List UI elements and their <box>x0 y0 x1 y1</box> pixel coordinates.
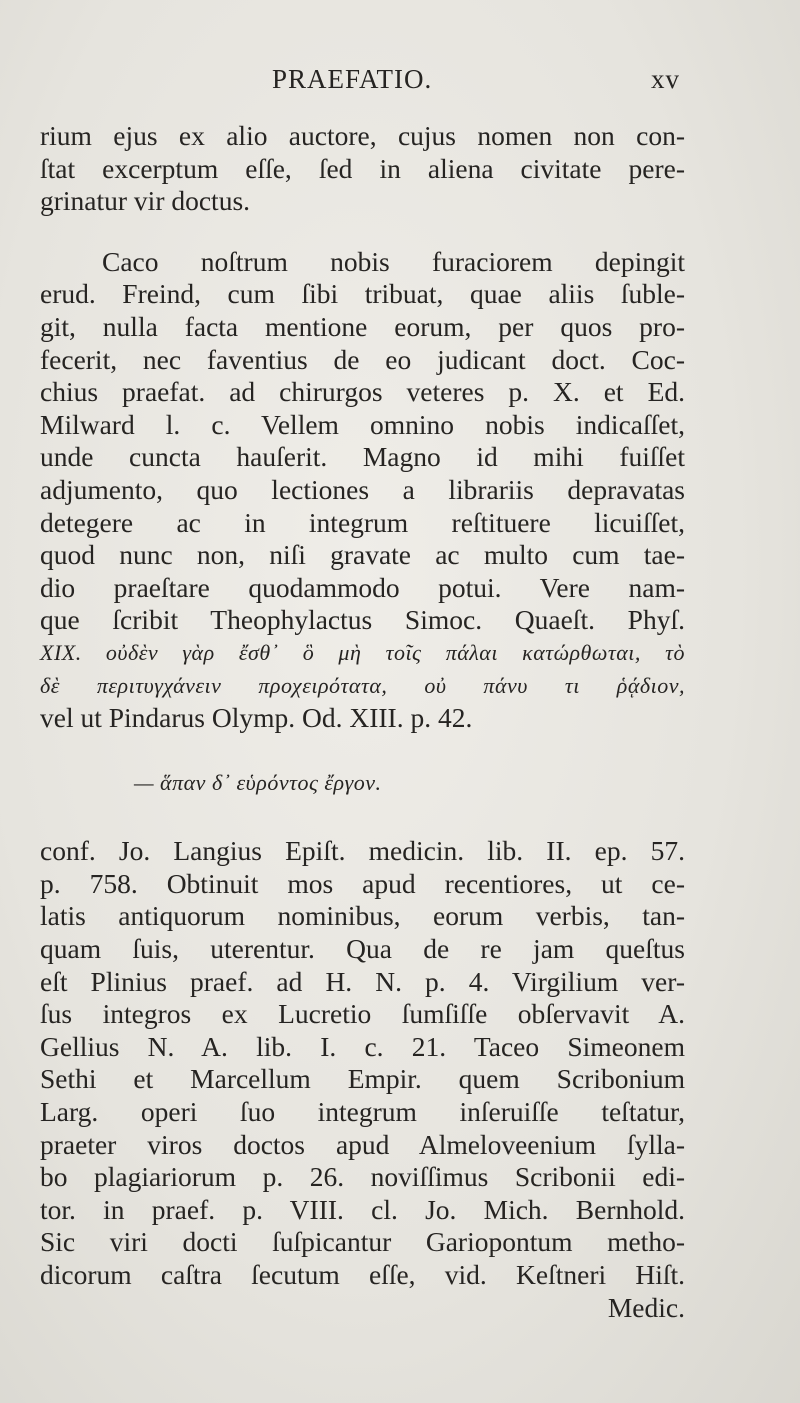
text-line: git, nulla facta mentione eorum, per quos pro- <box>40 310 685 342</box>
text-line: Sethi et Marcellum Empir. quem Scribonium <box>40 1063 685 1095</box>
catchword-line <box>40 1292 685 1325</box>
text-line: vel ut Pindarus Olymp. Od. XIII. p. 42. <box>40 702 473 734</box>
page-header <box>40 64 680 104</box>
quote-gap <box>40 735 685 767</box>
quote-gap <box>40 799 685 835</box>
greek-quotation <box>40 767 685 800</box>
paragraph-3 <box>40 835 685 1291</box>
text-line: dio praeſtare quodammodo potui. Vere nam- <box>40 571 685 603</box>
text-line: quam ſuis, uterentur. Qua de re jam queſtus <box>40 933 685 965</box>
text-line: quod nunc non, niſi gravate ac multo cum tae- <box>40 539 685 571</box>
text-line: latis antiquorum nominibus, eorum verbis, tan- <box>40 900 685 932</box>
greek-text-line: XIX. οὐδὲν γὰρ ἔσθ᾽ ὃ μὴ τοῖς πάλαι κατώρθωται, τὸ <box>40 639 685 665</box>
catchword: Medic. <box>607 1291 685 1323</box>
paragraph-gap <box>40 218 685 246</box>
text-line: ſtat excerptum eſſe, ſed in aliena civitate pere- <box>40 152 685 184</box>
running-head: PRAEFATIO. <box>272 64 433 94</box>
text-line: ſus integros ex Lucretio ſumſiſſe obſervavit A. <box>40 998 685 1030</box>
text-line: erud. Freind, cum ſibi tribuat, quae aliis ſuble- <box>40 278 685 310</box>
text-line: p. 758. Obtinuit mos apud recentiores, ut ce- <box>40 867 685 899</box>
text-line: dicorum caſtra ſecutum eſſe, vid. Keſtneri Hiſt. <box>40 1259 685 1290</box>
text-line: unde cuncta hauſerit. Magno id mihi fuiſſet <box>40 441 685 473</box>
text-line: bo plagiariorum p. 26. noviſſimus Scribonii edi- <box>40 1161 685 1193</box>
text-line: tor. in praef. p. VIII. cl. Jo. Mich. Bernhold. <box>40 1193 685 1225</box>
text-line: conf. Jo. Langius Epiſt. medicin. lib. II. ep. 57. <box>40 835 685 867</box>
paragraph-2 <box>40 246 685 735</box>
text-line: eſt Plinius praef. ad H. N. p. 4. Virgilium ver- <box>40 965 685 997</box>
body-text <box>40 120 685 1324</box>
greek-text-line: δὲ περιτυγχάνειν προχειρότατα, οὐ πάνυ τι ῥᾴδιον, <box>40 672 685 698</box>
text-line: Caco noſtrum nobis furaciorem depingit <box>102 245 685 277</box>
text-line: Larg. operi ſuo integrum inſeruiſſe teſtatur, <box>40 1096 685 1128</box>
text-line: detegere ac in integrum reſtituere licuiſſet, <box>40 506 685 538</box>
text-line: Milward l. c. Vellem omnino nobis indicaſſet, <box>40 408 685 440</box>
page-number: xv <box>651 64 680 94</box>
paragraph-1 <box>40 120 685 218</box>
text-line: rium ejus ex alio auctore, cujus nomen non con- <box>40 120 685 151</box>
text-line: praeter viros doctos apud Almeloveenium ſylla- <box>40 1128 685 1160</box>
text-line: Gellius N. A. lib. I. c. 21. Taceo Simeonem <box>40 1030 685 1062</box>
text-line: Sic viri docti ſuſpicantur Gariopontum metho- <box>40 1226 685 1258</box>
greek-quote-line: — ἅπαν δ᾽ εὑρόντος ἔργον. <box>134 769 382 795</box>
text-line: adjumento, quo lectiones a librariis depravatas <box>40 473 685 505</box>
text-line: fecerit, nec faventius de eo judicant doct. Coc- <box>40 343 685 375</box>
text-line: grinatur vir doctus. <box>40 185 251 217</box>
text-line: chius praefat. ad chirurgos veteres p. X. et Ed. <box>40 376 685 408</box>
text-line: que ſcribit Theophylactus Simoc. Quaeſt. Phyſ. <box>40 604 685 636</box>
